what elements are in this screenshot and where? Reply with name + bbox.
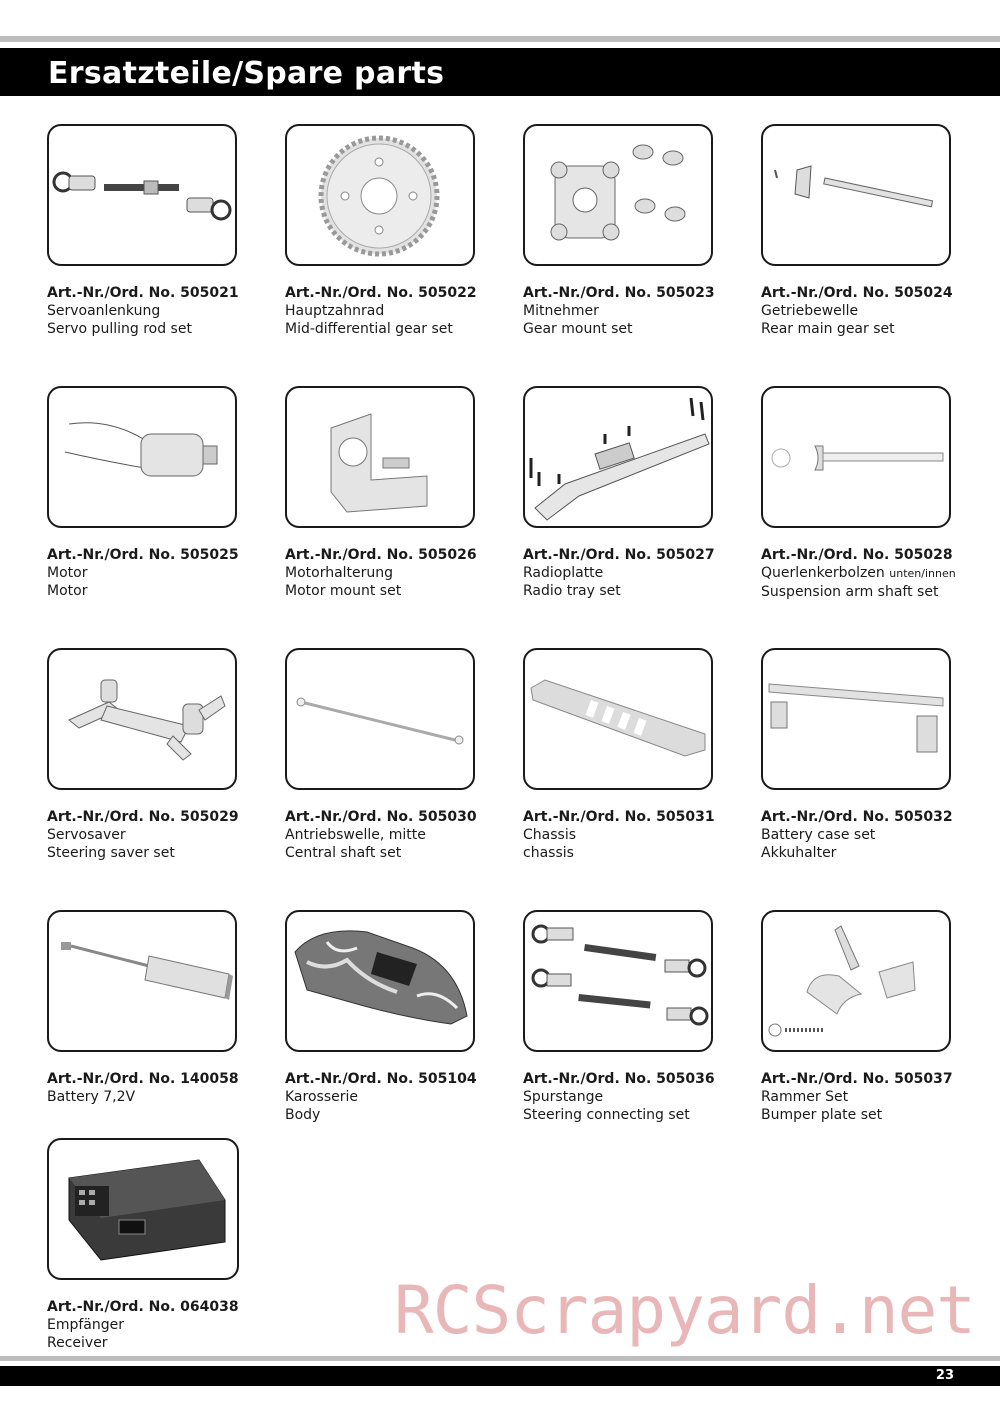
- part-name-de: Mitnehmer: [523, 303, 599, 319]
- part-image: [761, 124, 951, 266]
- part-505024: [761, 124, 976, 338]
- part-505030: [285, 648, 500, 862]
- part-505022: [285, 124, 500, 338]
- part-number: Art.-Nr./Ord. No. 505036: [523, 1071, 715, 1087]
- part-image: [47, 910, 237, 1052]
- part-name-de: Getriebewelle: [761, 303, 859, 319]
- part-name-de: Battery 7,2V: [47, 1089, 136, 1105]
- part-name-en: Steering saver set: [47, 845, 175, 861]
- part-name-de: [761, 564, 976, 583]
- title-bar: [0, 48, 1000, 96]
- part-image: [761, 910, 951, 1052]
- chassis-icon: [525, 650, 711, 788]
- bumper-icon: [763, 912, 949, 1050]
- part-name-en: Motor mount set: [285, 583, 402, 599]
- part-name-de: Chassis: [523, 827, 576, 843]
- part-name-en: Body: [285, 1107, 321, 1123]
- part-505023: [523, 124, 738, 338]
- radio-tray-icon: [525, 388, 711, 526]
- part-name-en: Rear main gear set: [761, 321, 895, 337]
- spur-gear-icon: [287, 126, 473, 264]
- part-name-en: Suspension arm shaft set: [761, 584, 939, 600]
- top-rule: [0, 36, 1000, 42]
- part-number: Art.-Nr./Ord. No. 505022: [285, 285, 477, 301]
- part-number: Art.-Nr./Ord. No. 505024: [761, 285, 953, 301]
- part-505036: [523, 910, 738, 1124]
- part-name-en: Central shaft set: [285, 845, 402, 861]
- steering-saver-icon: [49, 650, 235, 788]
- part-name-en: Gear mount set: [523, 321, 633, 337]
- part-number: Art.-Nr./Ord. No. 505028: [761, 547, 953, 563]
- page-title: Ersatzteile/Spare parts: [48, 56, 445, 91]
- part-505026: [285, 386, 500, 600]
- part-name-de: Antriebswelle, mitte: [285, 827, 426, 843]
- part-image: [47, 386, 237, 528]
- part-505037: [761, 910, 976, 1124]
- part-number: Art.-Nr./Ord. No. 505023: [523, 285, 715, 301]
- gear-mount-icon: [525, 126, 711, 264]
- part-number: Art.-Nr./Ord. No. 505037: [761, 1071, 953, 1087]
- body-shell-icon: [287, 912, 473, 1050]
- part-image: [285, 386, 475, 528]
- part-name-de: Radioplatte: [523, 565, 604, 581]
- part-number: Art.-Nr./Ord. No. 505104: [285, 1071, 477, 1087]
- part-name-en: Mid-differential gear set: [285, 321, 453, 337]
- battery-icon: [49, 912, 235, 1050]
- part-505029: [47, 648, 262, 862]
- part-505028: [761, 386, 976, 601]
- part-image: [523, 124, 713, 266]
- servo-rod-icon: [49, 126, 235, 264]
- part-name-en: chassis: [523, 845, 574, 861]
- watermark: RCScrapyard.net: [394, 1272, 976, 1349]
- part-image: [523, 648, 713, 790]
- part-name-de: Battery case set: [761, 827, 876, 843]
- motor-icon: [49, 388, 235, 526]
- part-name-de: Servosaver: [47, 827, 126, 843]
- part-image: [47, 124, 237, 266]
- part-name-de: Empfänger: [47, 1317, 125, 1333]
- part-number: Art.-Nr./Ord. No. 505027: [523, 547, 715, 563]
- page-number: 23: [935, 1368, 954, 1383]
- part-image: [761, 648, 951, 790]
- receiver-icon: [49, 1140, 235, 1278]
- part-name-de: Spurstange: [523, 1089, 604, 1105]
- part-505021: [47, 124, 262, 338]
- part-number: Art.-Nr./Ord. No. 505031: [523, 809, 715, 825]
- battery-holder-icon: [763, 650, 949, 788]
- part-image: [285, 910, 475, 1052]
- part-505025: [47, 386, 262, 600]
- part-number: Art.-Nr./Ord. No. 505026: [285, 547, 477, 563]
- part-number: Art.-Nr./Ord. No. 505030: [285, 809, 477, 825]
- bottom-rule: [0, 1356, 1000, 1361]
- part-name-de-main: Querlenkerbolzen: [761, 565, 885, 581]
- part-name-de: Rammer Set: [761, 1089, 849, 1105]
- part-image: [47, 648, 237, 790]
- part-image: [523, 910, 713, 1052]
- footer-bar: [0, 1366, 1000, 1386]
- central-shaft-icon: [287, 650, 473, 788]
- part-image: [47, 1138, 239, 1280]
- part-name-en: Motor: [47, 583, 88, 599]
- part-number: Art.-Nr./Ord. No. 505021: [47, 285, 239, 301]
- part-name-de-suffix: unten/innen: [889, 567, 956, 580]
- part-number: Art.-Nr./Ord. No. 505032: [761, 809, 953, 825]
- part-number: Art.-Nr./Ord. No. 505029: [47, 809, 239, 825]
- tie-rod-icon: [525, 912, 711, 1050]
- part-name-en: Bumper plate set: [761, 1107, 883, 1123]
- part-064038: [47, 1138, 262, 1352]
- part-name-en: Receiver: [47, 1335, 108, 1351]
- part-name-de: Servoanlenkung: [47, 303, 161, 319]
- part-image: [285, 124, 475, 266]
- part-name-en: Servo pulling rod set: [47, 321, 192, 337]
- part-image: [523, 386, 713, 528]
- part-505027: [523, 386, 738, 600]
- part-name-de: Motor: [47, 565, 88, 581]
- part-name-en: Steering connecting set: [523, 1107, 690, 1123]
- part-name-de: Karosserie: [285, 1089, 358, 1105]
- part-image: [285, 648, 475, 790]
- gear-shaft-icon: [763, 126, 949, 264]
- part-number: Art.-Nr./Ord. No. 505025: [47, 547, 239, 563]
- part-image: [761, 386, 951, 528]
- part-name-de: Motorhalterung: [285, 565, 394, 581]
- part-name-en: Radio tray set: [523, 583, 621, 599]
- part-name-de: Hauptzahnrad: [285, 303, 385, 319]
- part-505104: [285, 910, 500, 1124]
- part-number: Art.-Nr./Ord. No. 064038: [47, 1299, 239, 1315]
- part-140058: [47, 910, 262, 1106]
- part-name-en: Akkuhalter: [761, 845, 837, 861]
- motor-mount-icon: [287, 388, 473, 526]
- part-505032: [761, 648, 976, 862]
- arm-shaft-icon: [763, 388, 949, 526]
- part-number: Art.-Nr./Ord. No. 140058: [47, 1071, 239, 1087]
- part-505031: [523, 648, 738, 862]
